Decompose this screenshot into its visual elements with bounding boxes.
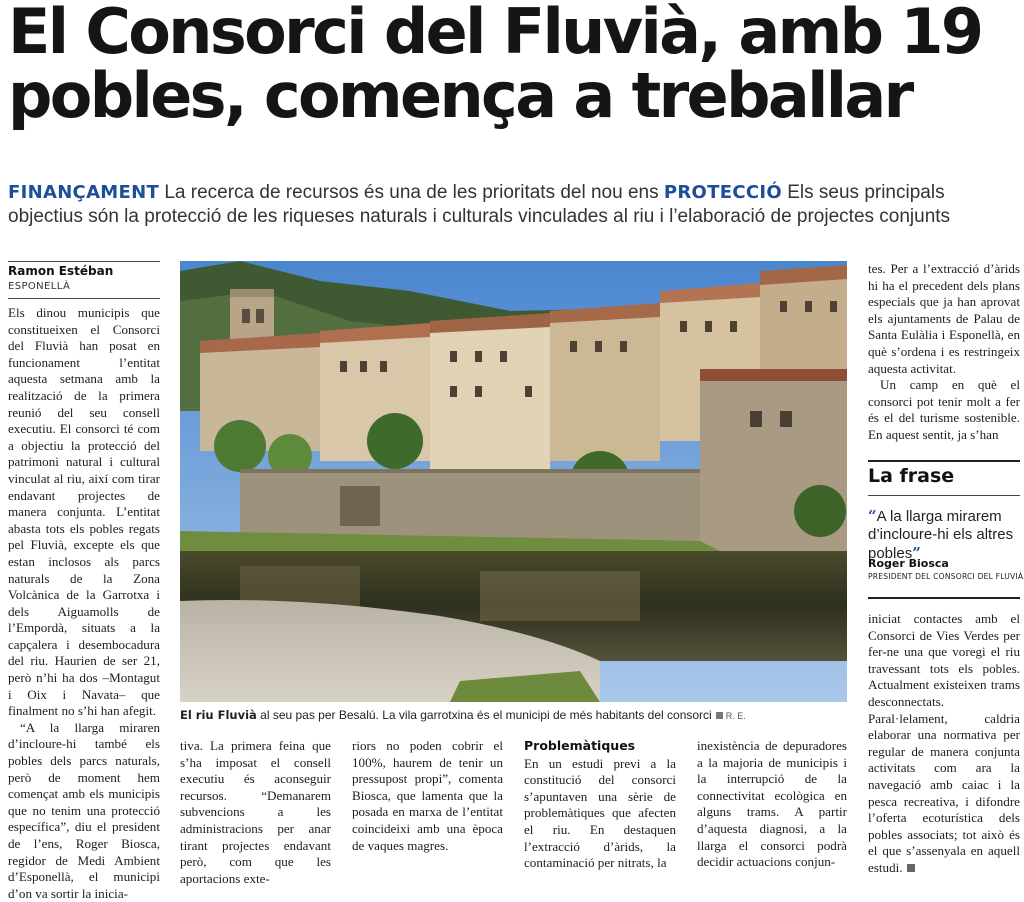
article-paragraph: Els dinou municipis que constitueixen el Consorci del Fluvià han posat en funcionament l’entitat aquesta setmana amb la realització de la primera reunió del seu consell executiu. El consorci té com a objectiu la protecció del patrimoni natural i cultural vinculat al riu, així com tirar endavant projectes de manera conjunta. L’entitat abasta tots els pobles regats pel Fluvià, excepte els que estan inclosos als parcs naturals de la Zona Volcànica de la Garrotxa i dels Aiguamolls de l’Empordà, situats a la capçalera i desembocadura del riu. Haurien de ser 21, però n’hi ha dos –Montagut i Oix i Navata– que finalment no s’hi han afegit. — [8, 305, 160, 719]
quote-rule-top — [868, 460, 1020, 462]
article-column-6 — [868, 261, 1020, 444]
pull-quote — [868, 507, 1020, 563]
article-paragraph: En un estudi previ a la constitució del consorci s’apuntaven una sèrie de problemàtiques que afecten el riu. En destaquen l’extracció d’àrids, la contaminació per nitrats, la — [524, 755, 676, 871]
quote-title-rule — [868, 495, 1020, 496]
byline-author: Ramon Estéban — [8, 264, 114, 278]
article-column-2 — [180, 738, 331, 887]
article-column-4 — [524, 738, 676, 872]
caption-text: al seu pas per Besalú. La vila garrotxina és el municipi de més habitants del consorci — [260, 708, 712, 722]
byline-rule-top — [8, 261, 160, 262]
byline-location: ESPONELLÀ — [8, 281, 71, 292]
headline-line-1: El Consorci del Fluvià, amb 19 — [8, 0, 982, 68]
open-quote-icon: “ — [868, 507, 877, 525]
close-quote-icon: ” — [912, 544, 921, 562]
photo-credit: R. E. — [725, 711, 746, 721]
quote-rule-bottom — [868, 597, 1020, 599]
article-paragraph: “A la llarga miraren d’incloure-hi també els pobles dels parcs naturals, però de moment hem començat amb els municipis que no tenim una protecció específica”, diu el president de l’ens, Roger Biosca, regidor de Medi Ambient d’Esponellà, el municipi d’on va sortir la inicia- — [8, 719, 160, 901]
article-paragraph: tiva. La primera feina que s’ha imposat el consell executiu és aconseguir recursos. “Demanarem subvencions a les administracions per anar tirant projectes endavant però, com que les aportacions exte- — [180, 738, 331, 886]
article-paragraph: tes. Per a l’extracció d’àrids hi ha el precedent dels plans especials que ja han aprovat els ajuntaments de Palau de Santa Eulàlia i Esponellà, en què s’ordena i es restringeix aquesta activitat. — [868, 261, 1020, 376]
article-column-3 — [352, 738, 503, 854]
caption-bold: El riu Fluvià — [180, 708, 257, 722]
article-column-1 — [8, 305, 160, 902]
article-paragraph: riors no poden cobrir el 100%, haurem de tenir un pressupost propi”, comenta Biosca, que lamenta que la posada en marxa de l’entitat coincideixi amb una època de vaques magres. — [352, 738, 503, 853]
deck-keyword-proteccio: PROTECCIÓ — [663, 182, 782, 203]
article-column-5 — [697, 738, 847, 871]
byline-rule-bottom — [8, 298, 160, 299]
subheading-problematiques: Problemàtiques — [524, 738, 636, 753]
end-square-icon — [907, 864, 915, 872]
quote-title: La frase — [868, 465, 955, 487]
deck-text-1: La recerca de recursos és una de les prioritats del nou ens — [164, 182, 659, 203]
quote-author-role: PRESIDENT DEL CONSORCI DEL FLUVIÀ — [868, 572, 1024, 581]
article-paragraph-text: iniciat contactes amb el Consorci de Vies Verdes per fer-ne una que voregi el riu travessant tots els pobles. Actualment existeixen trams desconnectats. Paral·lelament, caldria elaborar una normativa per regular de manera conjunta activitats com ara la navegació amb caiac i la pesca recreativa, i difondre l’oferta ecoturística dels pobles associats; tot això és el que s’assenyala en aquell estudi. — [868, 611, 1020, 875]
headline-line-2: pobles, comença a treballar — [8, 59, 912, 132]
article-paragraph: inexistència de depuradores a la majoria de municipis i la interrupció de la connectivitat ecològica en alguns trams. A partir d’aquesta diagnosi, a la llarga el consorci podrà decidir actuacions conjun- — [697, 738, 847, 870]
pull-quote-text: A la llarga mirarem d’incloure-hi els altres pobles — [868, 508, 1014, 562]
article-paragraph — [868, 611, 1020, 877]
headline — [8, 0, 1018, 132]
deck-text-2: Els seus principals objectius són la protecció de les riqueses naturals i culturals vinculades al riu i l’elaboració de projectes conjunts — [8, 182, 951, 227]
photo-caption — [180, 708, 850, 722]
besalu-village-river-photo — [180, 261, 847, 702]
article-column-6b — [868, 611, 1020, 877]
quote-author: Roger Biosca — [868, 557, 949, 570]
deck-subtitle — [8, 181, 1020, 229]
article-paragraph: Un camp en què el consorci pot tenir molt a fer és el del turisme sostenible. En aquest sentit, ja s’han — [868, 377, 1020, 442]
square-icon — [716, 712, 723, 719]
deck-keyword-financament: FINANÇAMENT — [8, 182, 160, 203]
